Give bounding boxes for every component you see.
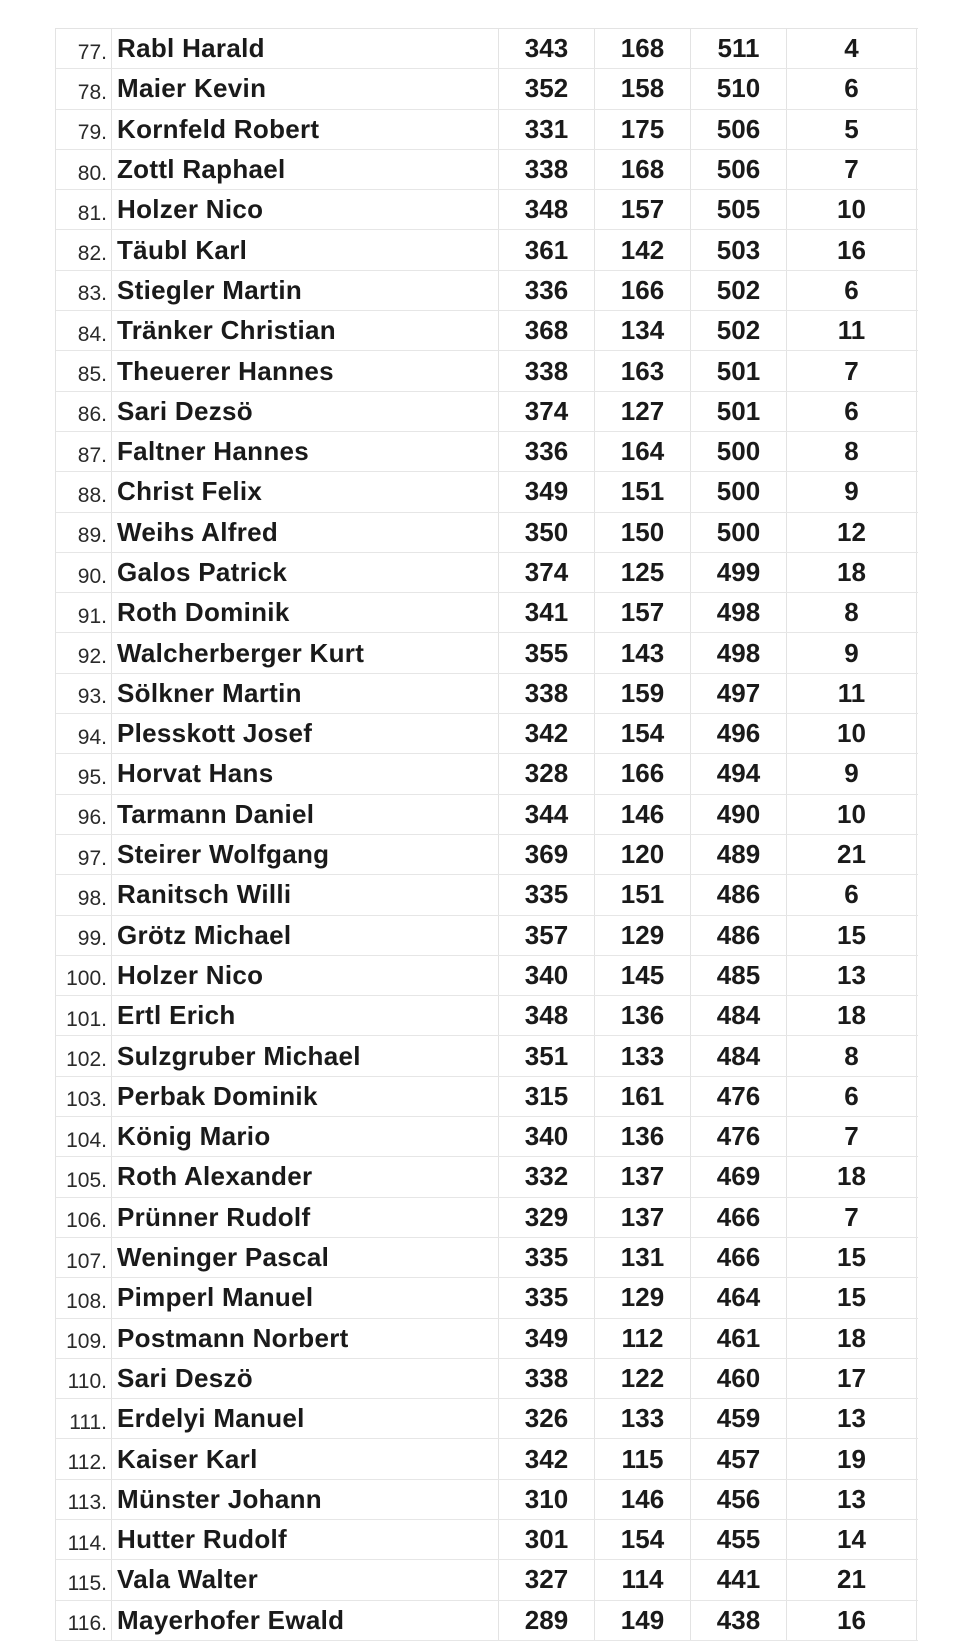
total-cell: 464	[691, 1278, 787, 1317]
table-row	[56, 956, 918, 996]
table-row	[56, 835, 918, 875]
score-cell-2: 115	[595, 1439, 691, 1478]
table-row	[56, 311, 918, 351]
table-row	[56, 1399, 918, 1439]
rank-cell: 94.	[56, 714, 112, 753]
name-cell: Ertl Erich	[112, 996, 499, 1035]
rank-cell: 102.	[56, 1036, 112, 1075]
total-cell: 505	[691, 190, 787, 229]
table-row	[56, 633, 918, 673]
name-cell: König Mario	[112, 1117, 499, 1156]
score-cell-4: 10	[787, 190, 917, 229]
score-cell-4: 21	[787, 1560, 917, 1599]
score-cell-1: 349	[499, 1319, 595, 1358]
table-row	[56, 553, 918, 593]
score-cell-2: 120	[595, 835, 691, 874]
total-cell: 500	[691, 472, 787, 511]
results-table	[55, 28, 918, 1641]
score-cell-1: 341	[499, 593, 595, 632]
rank-cell: 89.	[56, 513, 112, 552]
name-cell: Grötz Michael	[112, 916, 499, 955]
name-cell: Weninger Pascal	[112, 1238, 499, 1277]
score-cell-4: 9	[787, 472, 917, 511]
score-cell-4: 19	[787, 1439, 917, 1478]
table-row	[56, 190, 918, 230]
name-cell: Sulzgruber Michael	[112, 1036, 499, 1075]
score-cell-4: 8	[787, 1036, 917, 1075]
score-cell-1: 342	[499, 1439, 595, 1478]
rank-cell: 91.	[56, 593, 112, 632]
name-cell: Plesskott Josef	[112, 714, 499, 753]
total-cell: 498	[691, 633, 787, 672]
name-cell: Tränker Christian	[112, 311, 499, 350]
table-row	[56, 472, 918, 512]
table-row	[56, 875, 918, 915]
score-cell-1: 301	[499, 1520, 595, 1559]
score-cell-4: 13	[787, 1399, 917, 1438]
score-cell-4: 6	[787, 875, 917, 914]
score-cell-4: 5	[787, 110, 917, 149]
rank-cell: 78.	[56, 69, 112, 108]
score-cell-1: 368	[499, 311, 595, 350]
name-cell: Roth Dominik	[112, 593, 499, 632]
total-cell: 500	[691, 432, 787, 471]
score-cell-4: 18	[787, 996, 917, 1035]
name-cell: Zottl Raphael	[112, 150, 499, 189]
total-cell: 457	[691, 1439, 787, 1478]
name-cell: Sari Dezsö	[112, 392, 499, 431]
table-row	[56, 1601, 918, 1641]
score-cell-4: 4	[787, 29, 917, 68]
score-cell-1: 340	[499, 956, 595, 995]
rank-cell: 79.	[56, 110, 112, 149]
rank-cell: 111.	[56, 1399, 112, 1438]
total-cell: 506	[691, 150, 787, 189]
score-cell-2: 146	[595, 795, 691, 834]
score-cell-1: 338	[499, 674, 595, 713]
score-cell-4: 8	[787, 432, 917, 471]
rank-cell: 98.	[56, 875, 112, 914]
score-cell-1: 374	[499, 553, 595, 592]
table-row	[56, 513, 918, 553]
name-cell: Steirer Wolfgang	[112, 835, 499, 874]
score-cell-4: 9	[787, 633, 917, 672]
total-cell: 485	[691, 956, 787, 995]
table-row	[56, 1319, 918, 1359]
rank-cell: 83.	[56, 271, 112, 310]
name-cell: Galos Patrick	[112, 553, 499, 592]
name-cell: Pimperl Manuel	[112, 1278, 499, 1317]
score-cell-4: 10	[787, 714, 917, 753]
score-cell-2: 122	[595, 1359, 691, 1398]
score-cell-2: 166	[595, 754, 691, 793]
score-cell-1: 343	[499, 29, 595, 68]
total-cell: 502	[691, 271, 787, 310]
table-row	[56, 1278, 918, 1318]
score-cell-2: 137	[595, 1157, 691, 1196]
score-cell-4: 11	[787, 674, 917, 713]
score-cell-2: 129	[595, 916, 691, 955]
score-cell-1: 351	[499, 1036, 595, 1075]
name-cell: Kornfeld Robert	[112, 110, 499, 149]
table-row	[56, 714, 918, 754]
score-cell-1: 332	[499, 1157, 595, 1196]
table-row	[56, 150, 918, 190]
score-cell-4: 6	[787, 271, 917, 310]
score-cell-4: 7	[787, 1117, 917, 1156]
score-cell-1: 289	[499, 1601, 595, 1640]
score-cell-4: 13	[787, 1480, 917, 1519]
score-cell-1: 357	[499, 916, 595, 955]
score-cell-1: 326	[499, 1399, 595, 1438]
score-cell-2: 154	[595, 1520, 691, 1559]
rank-cell: 92.	[56, 633, 112, 672]
score-cell-1: 335	[499, 1278, 595, 1317]
rank-cell: 95.	[56, 754, 112, 793]
score-cell-2: 150	[595, 513, 691, 552]
name-cell: Sölkner Martin	[112, 674, 499, 713]
rank-cell: 85.	[56, 351, 112, 390]
score-cell-2: 154	[595, 714, 691, 753]
rank-cell: 104.	[56, 1117, 112, 1156]
name-cell: Roth Alexander	[112, 1157, 499, 1196]
total-cell: 510	[691, 69, 787, 108]
score-cell-4: 7	[787, 150, 917, 189]
rank-cell: 88.	[56, 472, 112, 511]
score-cell-2: 142	[595, 230, 691, 269]
score-cell-1: 348	[499, 190, 595, 229]
table-row	[56, 795, 918, 835]
score-cell-4: 15	[787, 916, 917, 955]
score-cell-4: 10	[787, 795, 917, 834]
total-cell: 489	[691, 835, 787, 874]
total-cell: 486	[691, 916, 787, 955]
total-cell: 490	[691, 795, 787, 834]
table-row	[56, 674, 918, 714]
score-cell-4: 13	[787, 956, 917, 995]
name-cell: Sari Deszö	[112, 1359, 499, 1398]
score-cell-1: 331	[499, 110, 595, 149]
score-cell-1: 335	[499, 875, 595, 914]
score-cell-2: 164	[595, 432, 691, 471]
table-row	[56, 69, 918, 109]
rank-cell: 84.	[56, 311, 112, 350]
score-cell-4: 11	[787, 311, 917, 350]
rank-cell: 87.	[56, 432, 112, 471]
score-cell-2: 137	[595, 1198, 691, 1237]
score-cell-1: 342	[499, 714, 595, 753]
table-row	[56, 1520, 918, 1560]
rank-cell: 96.	[56, 795, 112, 834]
score-cell-4: 21	[787, 835, 917, 874]
name-cell: Christ Felix	[112, 472, 499, 511]
score-cell-1: 336	[499, 271, 595, 310]
total-cell: 502	[691, 311, 787, 350]
rank-cell: 116.	[56, 1601, 112, 1640]
name-cell: Täubl Karl	[112, 230, 499, 269]
total-cell: 459	[691, 1399, 787, 1438]
score-cell-1: 335	[499, 1238, 595, 1277]
name-cell: Münster Johann	[112, 1480, 499, 1519]
score-cell-2: 166	[595, 271, 691, 310]
total-cell: 494	[691, 754, 787, 793]
total-cell: 501	[691, 351, 787, 390]
total-cell: 461	[691, 1319, 787, 1358]
table-row	[56, 1198, 918, 1238]
rank-cell: 82.	[56, 230, 112, 269]
total-cell: 456	[691, 1480, 787, 1519]
name-cell: Vala Walter	[112, 1560, 499, 1599]
rank-cell: 77.	[56, 29, 112, 68]
table-row	[56, 1439, 918, 1479]
table-row	[56, 1157, 918, 1197]
rank-cell: 110.	[56, 1359, 112, 1398]
total-cell: 501	[691, 392, 787, 431]
score-cell-2: 143	[595, 633, 691, 672]
total-cell: 496	[691, 714, 787, 753]
name-cell: Perbak Dominik	[112, 1077, 499, 1116]
score-cell-2: 161	[595, 1077, 691, 1116]
score-cell-4: 7	[787, 351, 917, 390]
name-cell: Holzer Nico	[112, 956, 499, 995]
score-cell-2: 114	[595, 1560, 691, 1599]
score-cell-4: 12	[787, 513, 917, 552]
table-row	[56, 916, 918, 956]
rank-cell: 103.	[56, 1077, 112, 1116]
total-cell: 484	[691, 996, 787, 1035]
rank-cell: 80.	[56, 150, 112, 189]
score-cell-4: 18	[787, 553, 917, 592]
name-cell: Mayerhofer Ewald	[112, 1601, 499, 1640]
table-row	[56, 1359, 918, 1399]
name-cell: Hutter Rudolf	[112, 1520, 499, 1559]
score-cell-2: 136	[595, 1117, 691, 1156]
rank-cell: 115.	[56, 1560, 112, 1599]
name-cell: Theuerer Hannes	[112, 351, 499, 390]
name-cell: Weihs Alfred	[112, 513, 499, 552]
score-cell-2: 125	[595, 553, 691, 592]
score-cell-1: 350	[499, 513, 595, 552]
rank-cell: 112.	[56, 1439, 112, 1478]
table-body	[56, 29, 918, 1641]
name-cell: Horvat Hans	[112, 754, 499, 793]
score-cell-2: 134	[595, 311, 691, 350]
score-cell-2: 163	[595, 351, 691, 390]
table-row	[56, 754, 918, 794]
score-cell-4: 7	[787, 1198, 917, 1237]
rank-cell: 99.	[56, 916, 112, 955]
total-cell: 484	[691, 1036, 787, 1075]
name-cell: Faltner Hannes	[112, 432, 499, 471]
score-cell-2: 127	[595, 392, 691, 431]
score-cell-2: 131	[595, 1238, 691, 1277]
total-cell: 500	[691, 513, 787, 552]
score-cell-1: 355	[499, 633, 595, 672]
score-cell-1: 336	[499, 432, 595, 471]
rank-cell: 100.	[56, 956, 112, 995]
score-cell-4: 16	[787, 230, 917, 269]
score-cell-4: 8	[787, 593, 917, 632]
score-cell-1: 327	[499, 1560, 595, 1599]
total-cell: 511	[691, 29, 787, 68]
score-cell-4: 14	[787, 1520, 917, 1559]
total-cell: 506	[691, 110, 787, 149]
table-row	[56, 1117, 918, 1157]
score-cell-2: 157	[595, 593, 691, 632]
score-cell-1: 338	[499, 1359, 595, 1398]
score-cell-1: 315	[499, 1077, 595, 1116]
score-cell-1: 349	[499, 472, 595, 511]
score-cell-2: 133	[595, 1036, 691, 1075]
score-cell-2: 112	[595, 1319, 691, 1358]
score-cell-1: 348	[499, 996, 595, 1035]
total-cell: 497	[691, 674, 787, 713]
total-cell: 460	[691, 1359, 787, 1398]
table-row	[56, 110, 918, 150]
score-cell-4: 16	[787, 1601, 917, 1640]
table-row	[56, 230, 918, 270]
name-cell: Erdelyi Manuel	[112, 1399, 499, 1438]
total-cell: 466	[691, 1238, 787, 1277]
score-cell-2: 157	[595, 190, 691, 229]
total-cell: 438	[691, 1601, 787, 1640]
score-cell-4: 15	[787, 1278, 917, 1317]
score-cell-2: 159	[595, 674, 691, 713]
rank-cell: 106.	[56, 1198, 112, 1237]
name-cell: Kaiser Karl	[112, 1439, 499, 1478]
name-cell: Stiegler Martin	[112, 271, 499, 310]
rank-cell: 90.	[56, 553, 112, 592]
score-cell-2: 136	[595, 996, 691, 1035]
name-cell: Postmann Norbert	[112, 1319, 499, 1358]
score-cell-4: 6	[787, 1077, 917, 1116]
score-cell-1: 361	[499, 230, 595, 269]
table-row	[56, 1480, 918, 1520]
score-cell-2: 146	[595, 1480, 691, 1519]
rank-cell: 113.	[56, 1480, 112, 1519]
table-row	[56, 271, 918, 311]
total-cell: 486	[691, 875, 787, 914]
table-row	[56, 432, 918, 472]
rank-cell: 105.	[56, 1157, 112, 1196]
total-cell: 441	[691, 1560, 787, 1599]
rank-cell: 86.	[56, 392, 112, 431]
score-cell-1: 328	[499, 754, 595, 793]
score-cell-4: 18	[787, 1319, 917, 1358]
score-cell-1: 338	[499, 351, 595, 390]
score-cell-4: 17	[787, 1359, 917, 1398]
name-cell: Ranitsch Willi	[112, 875, 499, 914]
table-row	[56, 1036, 918, 1076]
table-row	[56, 1077, 918, 1117]
score-cell-2: 158	[595, 69, 691, 108]
name-cell: Walcherberger Kurt	[112, 633, 499, 672]
score-cell-2: 151	[595, 472, 691, 511]
score-cell-1: 352	[499, 69, 595, 108]
rank-cell: 101.	[56, 996, 112, 1035]
table-row	[56, 996, 918, 1036]
name-cell: Tarmann Daniel	[112, 795, 499, 834]
rank-cell: 93.	[56, 674, 112, 713]
score-cell-2: 168	[595, 150, 691, 189]
name-cell: Holzer Nico	[112, 190, 499, 229]
score-cell-2: 133	[595, 1399, 691, 1438]
name-cell: Rabl Harald	[112, 29, 499, 68]
rank-cell: 108.	[56, 1278, 112, 1317]
score-cell-2: 175	[595, 110, 691, 149]
score-cell-4: 9	[787, 754, 917, 793]
total-cell: 499	[691, 553, 787, 592]
score-cell-2: 129	[595, 1278, 691, 1317]
rank-cell: 97.	[56, 835, 112, 874]
rank-cell: 109.	[56, 1319, 112, 1358]
name-cell: Prünner Rudolf	[112, 1198, 499, 1237]
table-row	[56, 593, 918, 633]
total-cell: 476	[691, 1077, 787, 1116]
score-cell-1: 338	[499, 150, 595, 189]
score-cell-2: 149	[595, 1601, 691, 1640]
total-cell: 466	[691, 1198, 787, 1237]
total-cell: 498	[691, 593, 787, 632]
score-cell-1: 344	[499, 795, 595, 834]
table-row	[56, 1238, 918, 1278]
table-row	[56, 392, 918, 432]
total-cell: 476	[691, 1117, 787, 1156]
score-cell-2: 168	[595, 29, 691, 68]
score-cell-1: 310	[499, 1480, 595, 1519]
total-cell: 455	[691, 1520, 787, 1559]
table-row	[56, 351, 918, 391]
total-cell: 503	[691, 230, 787, 269]
rank-cell: 107.	[56, 1238, 112, 1277]
name-cell: Maier Kevin	[112, 69, 499, 108]
table-row	[56, 29, 918, 69]
score-cell-4: 18	[787, 1157, 917, 1196]
score-cell-1: 329	[499, 1198, 595, 1237]
score-cell-4: 15	[787, 1238, 917, 1277]
total-cell: 469	[691, 1157, 787, 1196]
rank-cell: 114.	[56, 1520, 112, 1559]
score-cell-1: 374	[499, 392, 595, 431]
score-cell-4: 6	[787, 392, 917, 431]
score-cell-4: 6	[787, 69, 917, 108]
rank-cell: 81.	[56, 190, 112, 229]
score-cell-1: 369	[499, 835, 595, 874]
score-cell-2: 151	[595, 875, 691, 914]
score-cell-1: 340	[499, 1117, 595, 1156]
table-row	[56, 1560, 918, 1600]
score-cell-2: 145	[595, 956, 691, 995]
